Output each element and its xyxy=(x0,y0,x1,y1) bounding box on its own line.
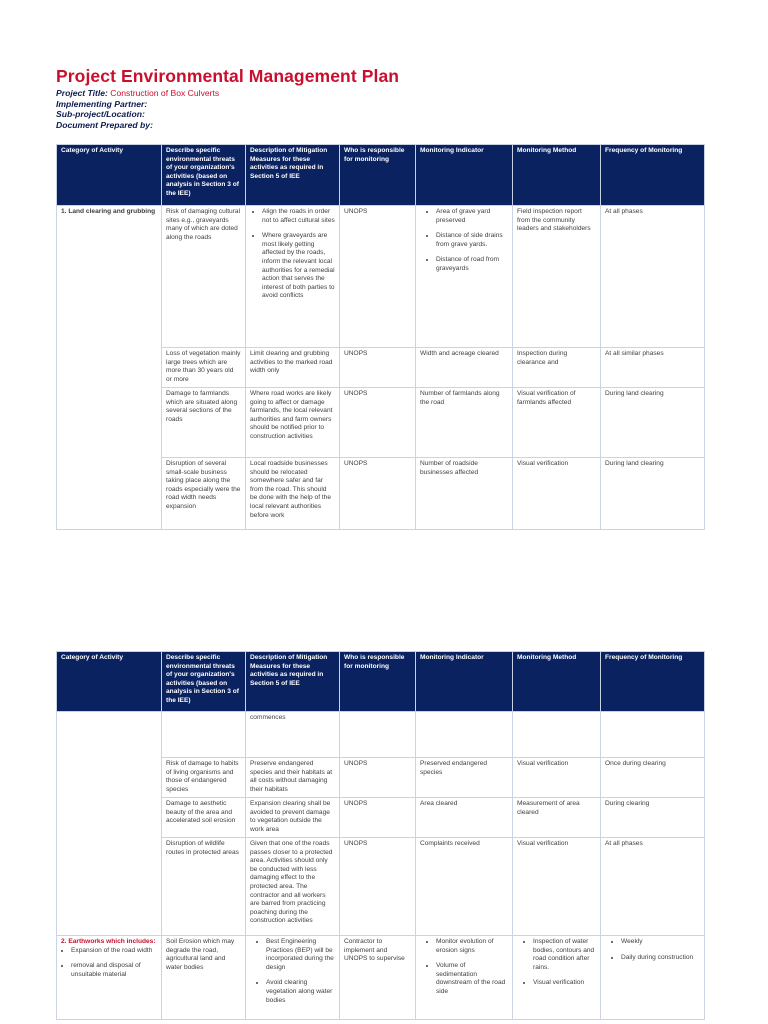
threat-cell: Damage to farmlands which are situated along several sections of the roads xyxy=(162,388,246,458)
mitigation-cell: Expansion clearing shall be avoided to prevent damage to vegetation outside the work area xyxy=(246,798,340,838)
method-cell: Field inspection report from the community leaders and stakeholders xyxy=(513,206,601,348)
responsible-cell: UNOPS xyxy=(340,348,416,388)
project-meta xyxy=(56,88,219,130)
method-cell: Visual verification xyxy=(513,758,601,798)
implementing-partner-line xyxy=(56,99,219,110)
mitigation-cell: Limit clearing and grubbing activities to the marked road width only xyxy=(246,348,340,388)
method-cell xyxy=(513,936,601,1020)
implementing-partner-label: Implementing Partner: xyxy=(56,98,148,109)
header-mitigation: Description of Mitigation Measures for these activities as required in Section 5 of IEE xyxy=(246,652,340,712)
pemp-table-1 xyxy=(56,144,705,530)
frequency-cell: At all similar phases xyxy=(601,348,705,388)
header-frequency: Frequency of Monitoring xyxy=(601,652,705,712)
responsible-cell xyxy=(340,712,416,758)
method-cell: Visual verification of farmlands affected xyxy=(513,388,601,458)
mitigation-cell: commences xyxy=(246,712,340,758)
threat-cell: Risk of damaging cultural sites e.g., graveyards many of which are doted along the roads xyxy=(162,206,246,348)
mitigation-cell xyxy=(246,206,340,348)
frequency-cell: Once during clearing xyxy=(601,758,705,798)
header-row xyxy=(57,145,705,206)
indicator-cell: Preserved endangered species xyxy=(416,758,513,798)
table-row xyxy=(57,712,705,758)
subproject-label: Sub-project/Location: xyxy=(56,109,145,120)
category-cell: 1. Land clearing and grubbing xyxy=(57,206,162,530)
header-indicator: Monitoring Indicator xyxy=(416,145,513,206)
indicator-cell: Width and acreage cleared xyxy=(416,348,513,388)
responsible-cell: UNOPS xyxy=(340,758,416,798)
header-category: Category of Activity xyxy=(57,652,162,712)
responsible-cell: UNOPS xyxy=(340,838,416,936)
threat-cell xyxy=(162,712,246,758)
earthworks-category-title: 2. Earthworks which includes: xyxy=(61,938,156,945)
project-title-value: Construction of Box Culverts xyxy=(110,88,220,98)
list-item: • Avoid clearing vegetation along water bodies xyxy=(266,979,335,1005)
responsible-cell: UNOPS xyxy=(340,206,416,348)
indicator-cell: Complaints received xyxy=(416,838,513,936)
mitigation-cell: Local roadside businesses should be relocated somewhere safer and far from the road. This should be done with the help of the local relevant authorities before work xyxy=(246,458,340,530)
list-item: • Daily during construction xyxy=(621,954,700,963)
header-responsible: Who is responsible for monitoring xyxy=(340,145,416,206)
threat-cell: Loss of vegetation mainly large trees which are more than 30 years old or more xyxy=(162,348,246,388)
indicator-cell: Number of roadside businesses affected xyxy=(416,458,513,530)
threat-cell: Damage to aesthetic beauty of the area and accelerated soil erosion xyxy=(162,798,246,838)
header-row xyxy=(57,652,705,712)
indicator-cell xyxy=(416,712,513,758)
list-item: • Expansion of the road width xyxy=(71,947,157,956)
list-item: • Volume of sedimentation downstream of the road side xyxy=(436,962,508,996)
project-title-line xyxy=(56,88,219,99)
prepared-by-label: Document Prepared by: xyxy=(56,119,153,130)
indicator-cell xyxy=(416,206,513,348)
header-threats: Describe specific environmental threats of your organization's activities (based on analysis in Section 3 of the IEE) xyxy=(162,145,246,206)
responsible-cell: UNOPS xyxy=(340,458,416,530)
mitigation-cell xyxy=(246,936,340,1020)
pemp-table-2 xyxy=(56,651,705,1020)
threat-cell: Disruption of wildlife routes in protected areas xyxy=(162,838,246,936)
frequency-cell xyxy=(601,712,705,758)
header-mitigation: Description of Mitigation Measures for these activities as required in Section 5 of IEE xyxy=(246,145,340,206)
mitigation-cell: Given that one of the roads passes closer to a protected area. Activities should only be conducted with less damaging effect to the protected area. The contractor and all workers are barred from practicing poaching during the construction activities xyxy=(246,838,340,936)
threat-cell: Disruption of several small-scale business taking place along the roads especially were the road width needs expansion xyxy=(162,458,246,530)
list-item: • Best Engineering Practices (BEP) will be incorporated during the design xyxy=(266,938,335,972)
frequency-cell: At all phases xyxy=(601,206,705,348)
responsible-cell: UNOPS xyxy=(340,388,416,458)
list-item: • removal and disposal of unsuitable material xyxy=(71,962,157,979)
list-item: • Align the roads in order not to affect cultural sites xyxy=(262,208,335,225)
responsible-cell: Contractor to implement and UNOPS to supervise xyxy=(340,936,416,1020)
document-title: Project Environmental Management Plan xyxy=(56,66,400,86)
table-row xyxy=(57,936,705,1020)
prepared-by-line xyxy=(56,120,219,131)
threat-cell: Soil Erosion which may degrade the road, agricultural land and water bodies xyxy=(162,936,246,1020)
category-cell xyxy=(57,712,162,936)
indicator-cell: Number of farmlands along the road xyxy=(416,388,513,458)
method-cell: Visual verification xyxy=(513,838,601,936)
project-title-label: Project Title: xyxy=(56,88,108,98)
list-item: • Distance of side drains from grave yards. xyxy=(436,232,508,249)
threat-cell: Risk of damage to habits of living organisms and those of endangered species xyxy=(162,758,246,798)
frequency-cell xyxy=(601,936,705,1020)
list-item: • Visual verification xyxy=(533,979,596,988)
indicator-cell xyxy=(416,936,513,1020)
header-method: Monitoring Method xyxy=(513,652,601,712)
frequency-cell: At all phases xyxy=(601,838,705,936)
list-item: • Inspection of water bodies, contours and road condition after rains. xyxy=(533,938,596,972)
method-cell xyxy=(513,712,601,758)
indicator-cell: Area cleared xyxy=(416,798,513,838)
subproject-line xyxy=(56,109,219,120)
method-cell: Measurement of area cleared xyxy=(513,798,601,838)
list-item: • Monitor evolution of erosion signs xyxy=(436,938,508,955)
header-responsible: Who is responsible for monitoring xyxy=(340,652,416,712)
mitigation-cell: Where road works are likely going to affect or damage farmlands, the local relevant authorities and farm owners should be notified prior to construction activities xyxy=(246,388,340,458)
header-category: Category of Activity xyxy=(57,145,162,206)
list-item: • Where graveyards are most likely getting affected by the roads, inform the relevant local authorities for a remedial action that serves the interest of both parties to avoid conflicts xyxy=(262,232,335,301)
frequency-cell: During land clearing xyxy=(601,388,705,458)
method-cell: Visual verification xyxy=(513,458,601,530)
list-item: • Weekly xyxy=(621,938,700,947)
frequency-cell: During clearing xyxy=(601,798,705,838)
frequency-cell: During land clearing xyxy=(601,458,705,530)
list-item: • Area of grave yard preserved xyxy=(436,208,508,225)
method-cell: Inspection during clearance and xyxy=(513,348,601,388)
header-indicator: Monitoring Indicator xyxy=(416,652,513,712)
list-item: • Distance of road from graveyards xyxy=(436,256,508,273)
header-threats: Describe specific environmental threats of your organization's activities (based on analysis in Section 3 of the IEE) xyxy=(162,652,246,712)
header-frequency: Frequency of Monitoring xyxy=(601,145,705,206)
category-cell xyxy=(57,936,162,1020)
mitigation-cell: Preserve endangered species and their habitats at all costs without damaging their habitats xyxy=(246,758,340,798)
table-row xyxy=(57,206,705,348)
header-method: Monitoring Method xyxy=(513,145,601,206)
responsible-cell: UNOPS xyxy=(340,798,416,838)
